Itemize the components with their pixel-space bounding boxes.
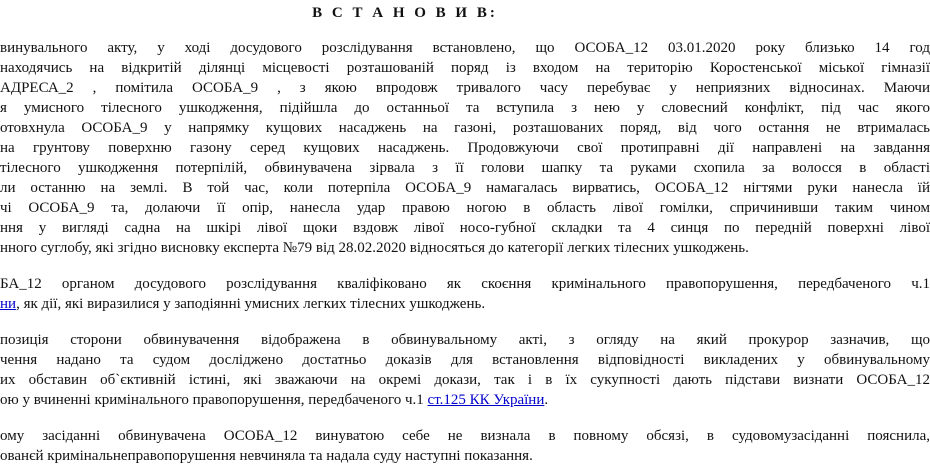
paragraph-2-line-2: [0, 294, 485, 314]
law-article-link[interactable]: ни: [0, 296, 17, 312]
paragraph-3-line-3: их обставин об`єктивній істині, які зважаючи на окремі докази, так і в їх сукупності дають підстави визнати ОСОБА_12: [0, 372, 930, 388]
paragraph-1-line-4: я умисного тілесного ушкодження, підійшла до останньої та вступила з нею у словесний конфлікт, під час якого: [0, 100, 930, 116]
paragraph-3-line-2: чення надано та судом досліджено достатньо доказів для встановлення відповідності викладених у обвинувальному: [0, 352, 930, 368]
section-heading: В С Т А Н О В И В:: [312, 5, 498, 21]
paragraph-1-line-3: АДРЕСА_2 , помітила ОСОБА_9 , з якою впродовж тривалого часу перебуває у неприязних відносинах. Маючи: [0, 80, 930, 96]
paragraph-1-line-9: чі ОСОБА_9 та, долаючи її опір, нанесла удар правою ногою в область лівої гомілки, спричинивши таким чином: [0, 200, 930, 216]
paragraph-3-line-4: [0, 390, 548, 410]
paragraph-4-line-2: ованєй кримінальнеправопорушення невчиняла та надала суду наступні показання.: [0, 448, 533, 464]
paragraph-3-line-4-text: ою у вчиненні кримінального правопорушення, передбаченого ч.1: [0, 392, 428, 408]
paragraph-1-line-8: ли останню на землі. В той час, коли потерпіла ОСОБА_9 намагалась вирватись, ОСОБА_12 нігтями руки нанесла їй: [0, 180, 930, 196]
paragraph-1-line-11: нного суглобу, які згідно висновку експерта №79 від 28.02.2020 відносяться до категорії легких тілесних ушкоджень.: [0, 240, 749, 256]
paragraph-1-line-10: ння у вигляді садна на шкірі лівої щоки вздовж лівої носо-губної складки та 4 синця по передній поверхні лівої: [0, 220, 930, 236]
paragraph-1-line-1: винувального акту, у ході досудового розслідування встановлено, що ОСОБА_12 03.01.2020 року близько 14 год: [0, 40, 930, 56]
paragraph-4-line-1: ому засіданні обвинувачена ОСОБА_12 винуватою себе не визнала в повному обсязі, в судовомузасіданні пояснила,: [0, 428, 930, 444]
paragraph-1-line-7: тілесного ушкодження потерпілій, обвинувачена зірвала з її голови шапку та руками схопила за волосся в області: [0, 160, 930, 176]
paragraph-2-line-1: БА_12 органом досудового розслідування кваліфіковано як скоєння кримінального правопорушення, передбаченого ч.1: [0, 276, 930, 292]
paragraph-3-line-1: позиція сторони обвинувачення відображена в обвинувальному акті, з огляду на який прокурор зазначив, що: [0, 332, 930, 348]
paragraph-2-line-2-text: , як дії, які виразилися у заподіянні умисних легких тілесних ушкоджень.: [16, 296, 486, 312]
paragraph-1-line-5: отовхнула ОСОБА_9 у напрямку кущових насаджень на газоні, розташованих поряд, від чого остання не втрималась: [0, 120, 930, 136]
criminal-code-article-link[interactable]: ст.125 КК України: [427, 392, 545, 408]
paragraph-3-line-4-end: .: [544, 392, 549, 408]
paragraph-1-line-2: находячись на відкритій ділянці місцевості розташованій поряд із входом на територію Коростенської міської гімназії: [0, 60, 930, 76]
paragraph-1-line-6: на грунтову поверхню газону серед кущових насаджень. Продовжуючи свої протиправні дії направлені на завдання: [0, 140, 930, 156]
